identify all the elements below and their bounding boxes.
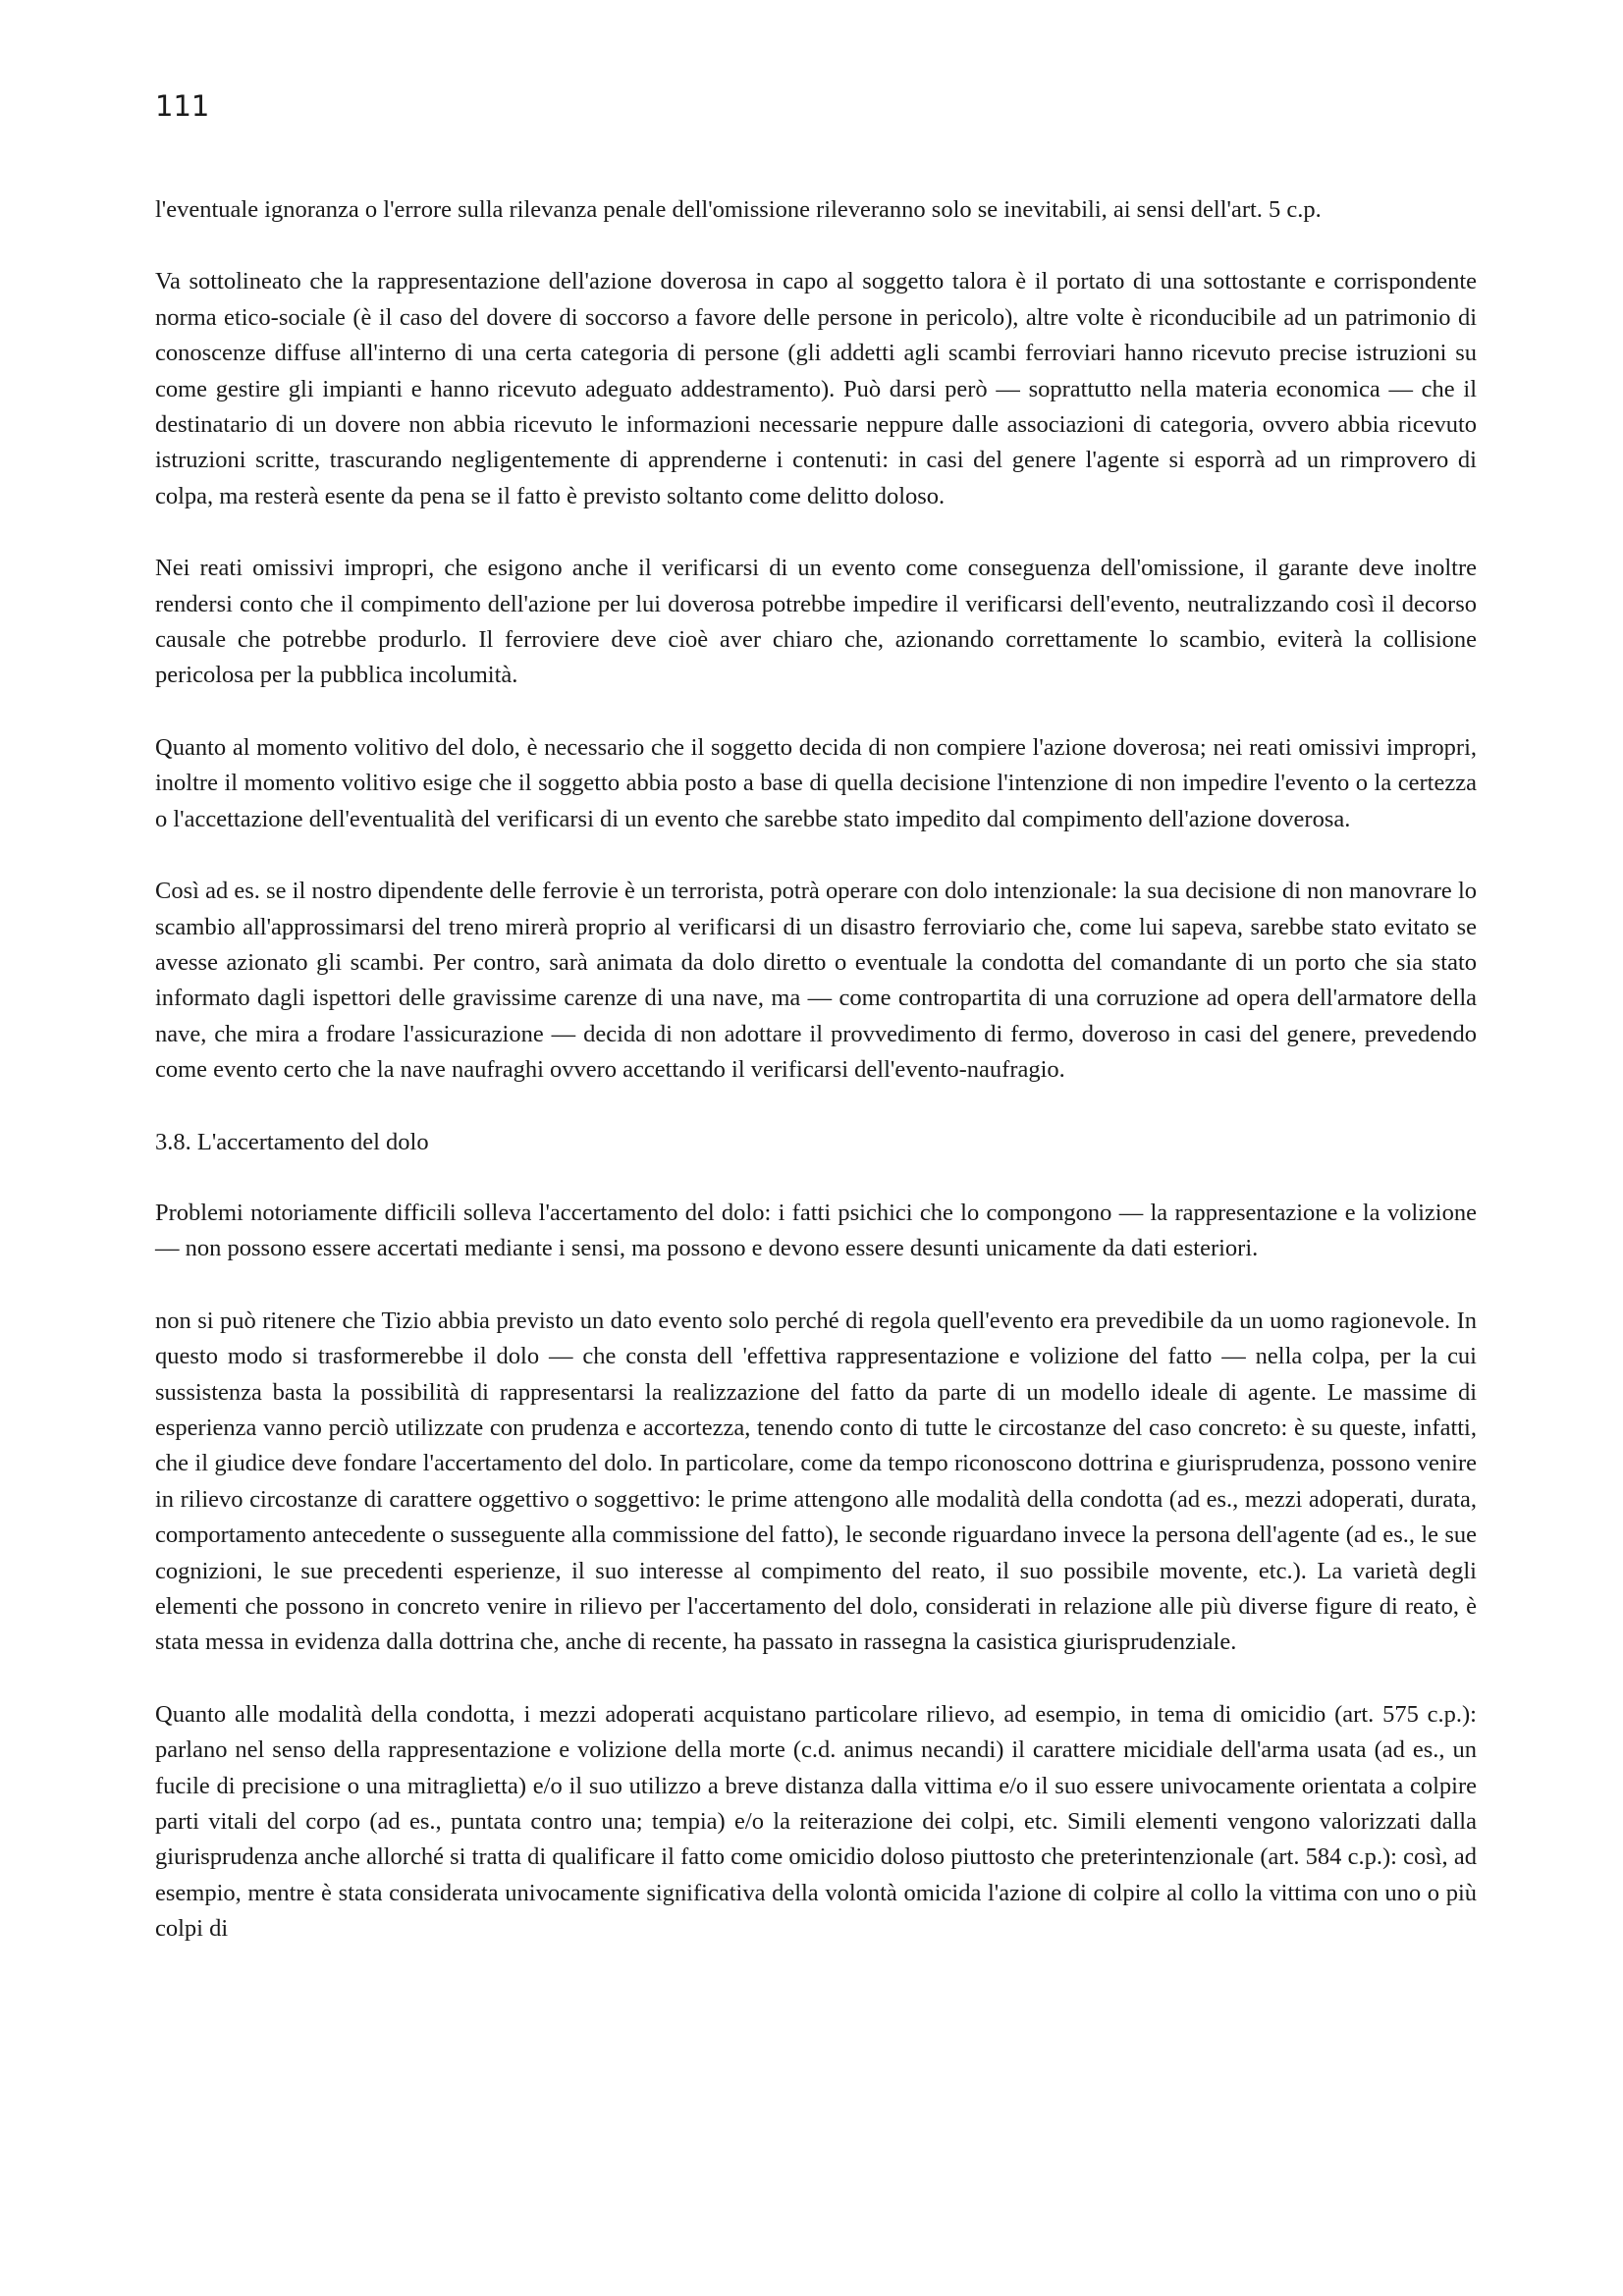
- paragraph: l'eventuale ignoranza o l'errore sulla rilevanza penale dell'omissione rileveranno solo se inevitabili, ai sensi dell'art. 5 c.p.: [155, 196, 1322, 223]
- paragraph: non si può ritenere che Tizio abbia previsto un dato evento solo perché di regola quell'evento era prevedibile da un uomo ragionevole. In questo modo si trasformerebbe il dolo — che consta dell 'effettiva rappresentazione e volizione del fatto — nella colpa, per la cui sussistenza basta la possibilità di rappresentarsi la realizzazione del fatto da parte di un modello ideale di agente. Le massime di esperienza vanno perciò utilizzate con prudenza e accortezza, tenendo conto di tutte le circostanze del caso concreto: è su queste, infatti, che il giudice deve fondare l'accertamento del dolo. In particolare, come da tempo riconoscono dottrina e giurisprudenza, possono venire in rilievo circostanze di carattere oggettivo o soggettivo: le prime attengono alle modalità della condotta (ad es., mezzi adoperati, durata, comportamento antecedente o susseguente alla commissione del fatto), le seconde riguardano invece la persona dell'agente (ad es., le sue cognizioni, le sue precedenti esperienze, il suo interesse al compimento del reato, il suo possibile movente, etc.). La varietà degli elementi che possono in concreto venire in rilievo per l'accertamento del dolo, considerati in relazione alle più diverse figure di reato, è stata messa in evidenza dalla dottrina che, anche di recente, ha passato in rassegna la casistica giurisprudenziale.: [155, 1307, 1477, 1656]
- paragraph: Va sottolineato che la rappresentazione dell'azione doverosa in capo al soggetto talora è il portato di una sottostante e corrispondente norma etico-sociale (è il caso del dovere di soccorso a favore delle persone in pericolo), altre volte è riconducibile ad un patrimonio di conoscenze diffuse all'interno di una certa categoria di persone (gli addetti agli scambi ferroviari hanno ricevuto precise istruzioni su come gestire gli impianti e hanno ricevuto adeguato addestramento). Può darsi però — soprattutto nella materia economica — che il destinatario di un dovere non abbia ricevuto le informazioni necessarie neppure dalle associazioni di categoria, ovvero abbia ricevuto istruzioni scritte, trascurando negligentemente di apprenderne i contenuti: in casi del genere l'agente si esporrà ad un rimprovero di colpa, ma resterà esente da pena se il fatto è previsto soltanto come delitto doloso.: [155, 268, 1477, 509]
- page-number: 111: [155, 89, 210, 123]
- paragraph: Quanto alle modalità della condotta, i mezzi adoperati acquistano particolare rilievo, ad esempio, in tema di omicidio (art. 575 c.p.): parlano nel senso della rappresentazione e volizione della morte (c.d. animus necandi) il carattere micidiale dell'arma usata (ad es., un fucile di precisione o una mitraglietta) e/o il suo utilizzo a breve distanza dalla vittima e/o il suo essere univocamente orientata a colpire parti vitali del corpo (ad es., puntata contro una; tempia) e/o la reiterazione dei colpi, etc. Simili elementi vengono valorizzati dalla giurisprudenza anche allorché si tratta di qualificare il fatto come omicidio doloso piuttosto che preterintenzionale (art. 584 c.p.): così, ad esempio, mentre è stata considerata univocamente significativa della volontà omicida l'azione di colpire al collo la vittima con uno o più colpi di: [155, 1700, 1477, 1943]
- section-heading: 3.8. L'accertamento del dolo: [155, 1128, 429, 1155]
- page-body: [155, 192, 1477, 1948]
- paragraph: Nei reati omissivi impropri, che esigono anche il verificarsi di un evento come conseguenza dell'omissione, il garante deve inoltre rendersi conto che il compimento dell'azione per lui doverosa potrebbe impedire il verificarsi dell'evento, neutralizzando così il decorso causale che potrebbe produrlo. Il ferroviere deve cioè aver chiaro che, azionando correttamente lo scambio, eviterà la collisione pericolosa per la pubblica incolumità.: [155, 555, 1477, 689]
- paragraph: Quanto al momento volitivo del dolo, è necessario che il soggetto decida di non compiere l'azione doverosa; nei reati omissivi impropri, inoltre il momento volitivo esige che il soggetto abbia posto a base di quella decisione l'intenzione di non impedire l'evento o la certezza o l'accettazione dell'eventualità del verificarsi di un evento che sarebbe stato impedito dal compimento dell'azione doverosa.: [155, 733, 1477, 832]
- paragraph: Problemi notoriamente difficili solleva l'accertamento del dolo: i fatti psichici che lo compongono — la rappresentazione e la volizione — non possono essere accertati mediante i sensi, ma possono e devono essere desunti unicamente da dati esteriori.: [155, 1199, 1477, 1262]
- paragraph: Così ad es. se il nostro dipendente delle ferrovie è un terrorista, potrà operare con dolo intenzionale: la sua decisione di non manovrare lo scambio all'approssimarsi del treno mirerà proprio al verificarsi di un disastro ferroviario che, come lui sapeva, sarebbe stato evitato se avesse azionato gli scambi. Per contro, sarà animata da dolo diretto o eventuale la condotta del comandante di un porto che sia stato informato dagli ispettori delle gravissime carenze di una nave, ma — come contropartita di una corruzione ad opera dell'armatore della nave, che mira a frodare l'assicurazione — decida di non adottare il provvedimento di fermo, doveroso in casi del genere, prevedendo come evento certo che la nave naufraghi ovvero accettando il verificarsi dell'evento-naufragio.: [155, 878, 1477, 1084]
